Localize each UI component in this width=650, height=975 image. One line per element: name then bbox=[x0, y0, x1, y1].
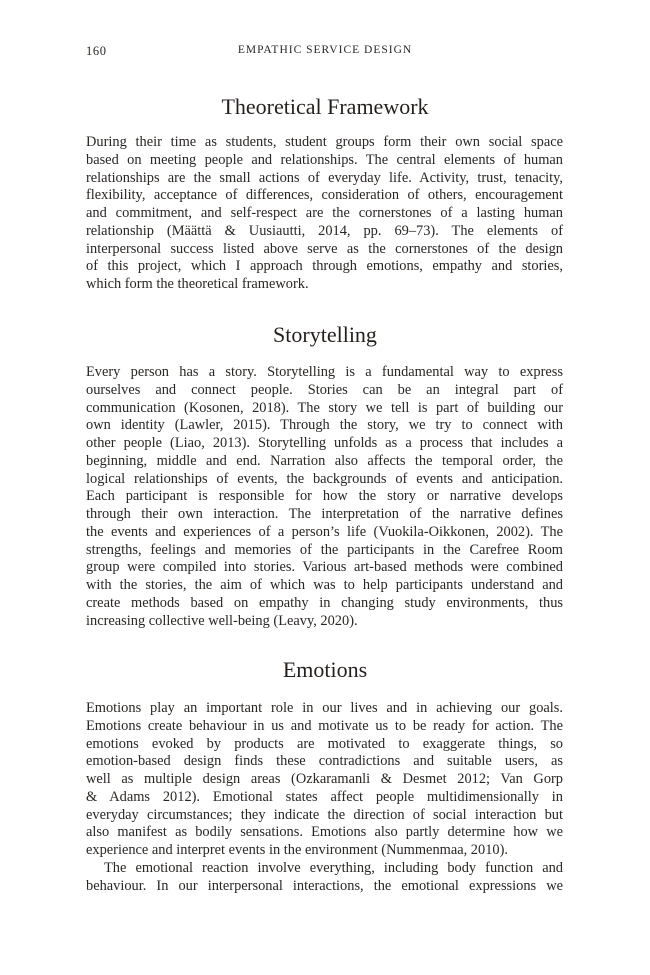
section-heading-emotions: Emotions bbox=[282, 657, 368, 682]
text-line: The emotional reaction involve everything, including body function and bbox=[104, 860, 563, 876]
text-line: strengths, feelings and memories of the participants in the Carefree Room bbox=[86, 541, 563, 558]
text-line: relationship (Määttä & Uusiautti, 2014, pp. 69–73). The elements of bbox=[86, 222, 563, 239]
body-paragraph bbox=[86, 860, 563, 896]
text-line: Emotions create behaviour in us and motivate us to be ready for action. The bbox=[86, 717, 563, 734]
section-heading-theoretical-framework: Theoretical Framework bbox=[221, 94, 429, 119]
text-line: Each participant is responsible for how the story or narrative develops bbox=[86, 488, 563, 505]
text-line: other people (Liao, 2013). Storytelling unfolds as a process that includes a bbox=[86, 435, 563, 451]
text-line: increasing collective well-being (Leavy, 2020). bbox=[86, 612, 358, 629]
body-paragraph bbox=[86, 134, 563, 294]
text-line: ourselves and connect people. Stories can be an integral part of bbox=[86, 381, 563, 398]
text-line: through their own interaction. The interpretation of the narrative defines bbox=[86, 506, 563, 522]
text-line: based on meeting people and relationships. The central elements of human bbox=[86, 151, 563, 168]
text-line: and commitment, and self-respect are the cornerstones of a lasting human bbox=[86, 205, 563, 221]
text-line: interpersonal success listed above serve as the cornerstones of the design bbox=[86, 240, 563, 257]
page-number: 160 bbox=[86, 44, 107, 58]
text-line: own identity (Lawler, 2015). Through the story, we try to connect with bbox=[86, 417, 563, 434]
text-line: flexibility, acceptance of differences, consideration of others, encouragement bbox=[86, 187, 563, 204]
body-paragraph bbox=[86, 700, 563, 860]
text-line: During their time as students, student groups form their own social space bbox=[86, 134, 563, 150]
text-line: emotion-based design finds these contradictions and suitable users, as bbox=[86, 753, 563, 770]
running-head bbox=[86, 44, 564, 62]
text-line: also manifest as bodily sensations. Emotions also partly determine how we bbox=[86, 824, 563, 841]
text-line: emotions evoked by products are motivated to exaggerate things, so bbox=[86, 735, 563, 752]
running-title: EMPATHIC SERVICE DESIGN bbox=[237, 44, 413, 56]
text-line: relationships are the small actions of everyday life. Activity, trust, tenacity, bbox=[86, 169, 563, 186]
section-heading-storytelling: Storytelling bbox=[273, 322, 377, 347]
text-line: beginning, middle and end. Narration also affects the temporal order, the bbox=[86, 452, 563, 469]
text-line: create methods based on empathy in changing study environments, thus bbox=[86, 594, 563, 611]
text-line: Emotions play an important role in our lives and in achieving our goals. bbox=[86, 700, 563, 716]
text-line: experience and interpret events in the environment (Nummenmaa, 2010). bbox=[86, 842, 508, 858]
text-line: & Adams 2012). Emotional states affect people multidimensionally in bbox=[86, 788, 563, 805]
text-line: communication (Kosonen, 2018). The story we tell is part of building our bbox=[86, 399, 563, 416]
text-line: behaviour. In our interpersonal interactions, the emotional expressions we bbox=[86, 877, 563, 894]
text-line: group were compiled into stories. Various art-based methods were combined bbox=[86, 559, 563, 576]
text-line: logical relationships of events, the backgrounds of events and anticipation. bbox=[86, 470, 563, 487]
text-line: which form the theoretical framework. bbox=[86, 276, 309, 292]
text-line: everyday circumstances; they indicate the direction of social interaction but bbox=[86, 806, 563, 823]
text-line: Every person has a story. Storytelling is a fundamental way to express bbox=[86, 364, 563, 380]
text-line: with the stories, the aim of which was to help participants understand and bbox=[86, 577, 563, 593]
text-line: the events and experiences of a person’s life (Vuokila-Oikkonen, 2002). The bbox=[86, 523, 563, 540]
text-line: well as multiple design areas (Ozkaramanli & Desmet 2012; Van Gorp bbox=[86, 771, 563, 787]
text-line: of this project, which I approach through emotions, empathy and stories, bbox=[86, 258, 563, 275]
body-paragraph bbox=[86, 364, 563, 630]
